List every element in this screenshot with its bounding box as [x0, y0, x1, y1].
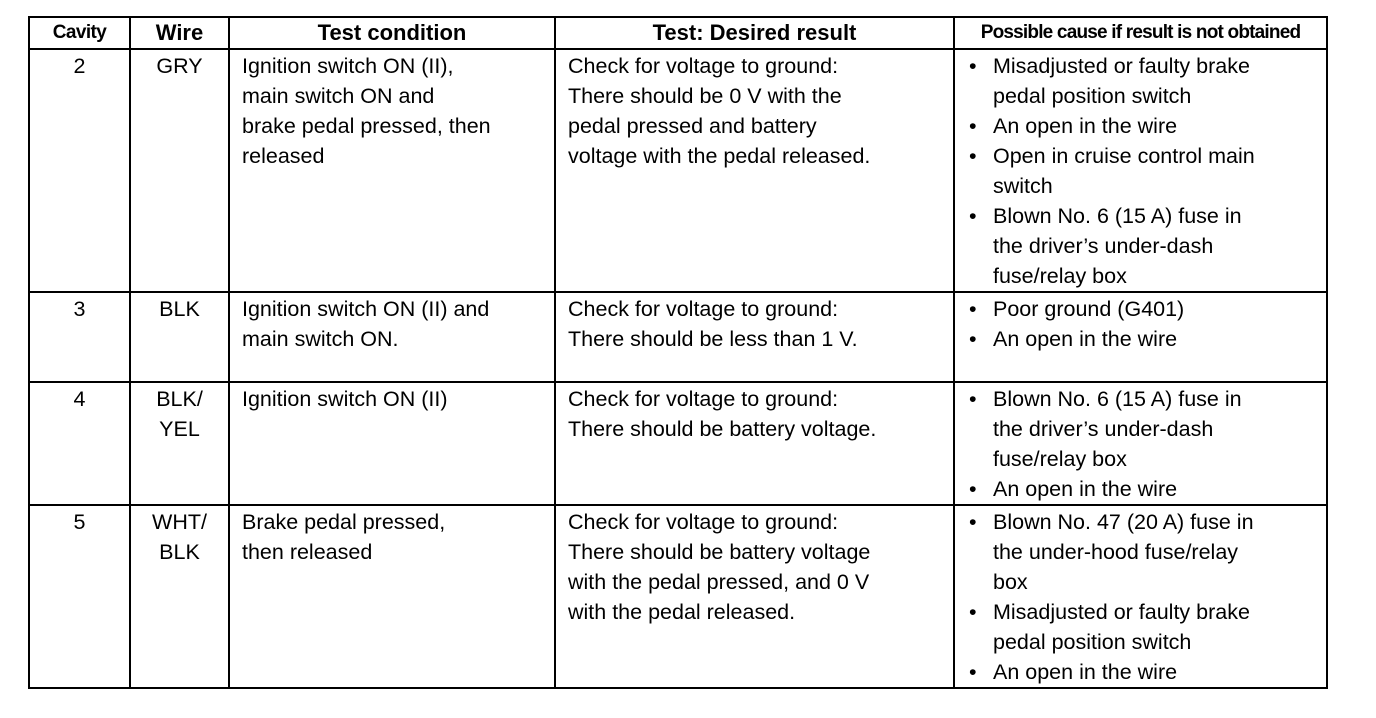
- cause-item: [969, 474, 1326, 504]
- result-text: There should be battery voltage.: [568, 417, 877, 441]
- cause-list: [955, 294, 1326, 354]
- cause-item: [969, 597, 1326, 657]
- result-text: Check for voltage to ground:: [568, 297, 839, 321]
- cause-text: Misadjusted or faulty brake: [993, 54, 1250, 78]
- possible-cause-cell: [954, 49, 1327, 292]
- possible-cause-cell: [954, 292, 1327, 382]
- cavity-cell: 5: [29, 505, 130, 688]
- cause-item: [969, 384, 1326, 474]
- wire-text: BLK: [159, 540, 200, 564]
- condition-text: Ignition switch ON (II): [242, 387, 448, 411]
- bullet-icon: •: [969, 510, 977, 534]
- cause-text: box: [993, 570, 1028, 594]
- condition-text: Ignition switch ON (II) and: [242, 297, 490, 321]
- cause-item: [969, 294, 1326, 324]
- condition-text: brake pedal pressed, then: [242, 114, 491, 138]
- bullet-icon: •: [969, 600, 977, 624]
- cause-text: fuse/relay box: [993, 264, 1127, 288]
- wire-cell: [130, 505, 229, 688]
- condition-text: then released: [242, 540, 373, 564]
- result-text: There should be less than 1 V.: [568, 327, 858, 351]
- table-row: [29, 292, 1327, 382]
- header-cavity: Cavity: [29, 17, 130, 49]
- wire-text: GRY: [156, 54, 203, 78]
- bullet-icon: •: [969, 144, 977, 168]
- wire-cell: [130, 49, 229, 292]
- possible-cause-cell: [954, 505, 1327, 688]
- wire-text: WHT/: [152, 510, 207, 534]
- bullet-icon: •: [969, 54, 977, 78]
- cause-text: An open in the wire: [993, 327, 1178, 351]
- bullet-icon: •: [969, 327, 977, 351]
- bullet-icon: •: [969, 387, 977, 411]
- diagnostic-table: [28, 16, 1328, 689]
- cause-text: Blown No. 47 (20 A) fuse in: [993, 510, 1254, 534]
- test-condition-cell: [229, 505, 555, 688]
- condition-text: Ignition switch ON (II),: [242, 54, 454, 78]
- condition-text: main switch ON.: [242, 327, 399, 351]
- cause-item: [969, 657, 1326, 687]
- result-text: Check for voltage to ground:: [568, 54, 839, 78]
- cavity-cell: 2: [29, 49, 130, 292]
- cause-list: [955, 384, 1326, 504]
- cause-text: the under-hood fuse/relay: [993, 540, 1239, 564]
- cause-text: the driver’s under-dash: [993, 417, 1214, 441]
- cause-text: pedal position switch: [993, 84, 1192, 108]
- cause-item: [969, 324, 1326, 354]
- cavity-cell: 3: [29, 292, 130, 382]
- cause-text: Blown No. 6 (15 A) fuse in: [993, 204, 1242, 228]
- condition-text: Brake pedal pressed,: [242, 510, 446, 534]
- cavity-cell: 4: [29, 382, 130, 505]
- result-text: Check for voltage to ground:: [568, 510, 839, 534]
- cause-item: [969, 201, 1326, 291]
- result-text: with the pedal pressed, and 0 V: [568, 570, 870, 594]
- wire-text: BLK: [159, 297, 200, 321]
- table-body: [29, 49, 1327, 688]
- header-wire: Wire: [130, 17, 229, 49]
- wire-text: BLK/: [156, 387, 203, 411]
- desired-result-cell: [555, 505, 954, 688]
- result-text: There should be battery voltage: [568, 540, 871, 564]
- desired-result-cell: [555, 382, 954, 505]
- header-desired-result: Test: Desired result: [555, 17, 954, 49]
- header-row: [29, 17, 1327, 49]
- cause-text: An open in the wire: [993, 477, 1178, 501]
- cause-text: switch: [993, 174, 1053, 198]
- cause-text: the driver’s under-dash: [993, 234, 1214, 258]
- result-text: pedal pressed and battery: [568, 114, 817, 138]
- cause-text: Open in cruise control main: [993, 144, 1255, 168]
- cause-list: [955, 507, 1326, 687]
- wire-cell: [130, 382, 229, 505]
- bullet-icon: •: [969, 660, 977, 684]
- bullet-icon: •: [969, 204, 977, 228]
- cause-text: fuse/relay box: [993, 447, 1127, 471]
- desired-result-cell: [555, 49, 954, 292]
- bullet-icon: •: [969, 297, 977, 321]
- cause-item: [969, 141, 1326, 201]
- cause-item: [969, 111, 1326, 141]
- cause-text: Poor ground (G401): [993, 297, 1185, 321]
- bullet-icon: •: [969, 477, 977, 501]
- cause-list: [955, 51, 1326, 291]
- wire-cell: [130, 292, 229, 382]
- result-text: voltage with the pedal released.: [568, 144, 871, 168]
- wire-text: YEL: [159, 417, 200, 441]
- cause-item: [969, 51, 1326, 111]
- table-row: [29, 49, 1327, 292]
- test-condition-cell: [229, 382, 555, 505]
- cause-item: [969, 507, 1326, 597]
- result-text: There should be 0 V with the: [568, 84, 842, 108]
- cause-text: Misadjusted or faulty brake: [993, 600, 1250, 624]
- table-row: [29, 382, 1327, 505]
- result-text: Check for voltage to ground:: [568, 387, 839, 411]
- possible-cause-cell: [954, 382, 1327, 505]
- cause-text: An open in the wire: [993, 660, 1178, 684]
- bullet-icon: •: [969, 114, 977, 138]
- condition-text: released: [242, 144, 325, 168]
- condition-text: main switch ON and: [242, 84, 435, 108]
- test-condition-cell: [229, 292, 555, 382]
- test-condition-cell: [229, 49, 555, 292]
- cause-text: pedal position switch: [993, 630, 1192, 654]
- table-row: [29, 505, 1327, 688]
- header-possible-cause: Possible cause if result is not obtained: [954, 17, 1327, 49]
- cause-text: Blown No. 6 (15 A) fuse in: [993, 387, 1242, 411]
- result-text: with the pedal released.: [568, 600, 796, 624]
- desired-result-cell: [555, 292, 954, 382]
- header-test-condition: Test condition: [229, 17, 555, 49]
- cause-text: An open in the wire: [993, 114, 1178, 138]
